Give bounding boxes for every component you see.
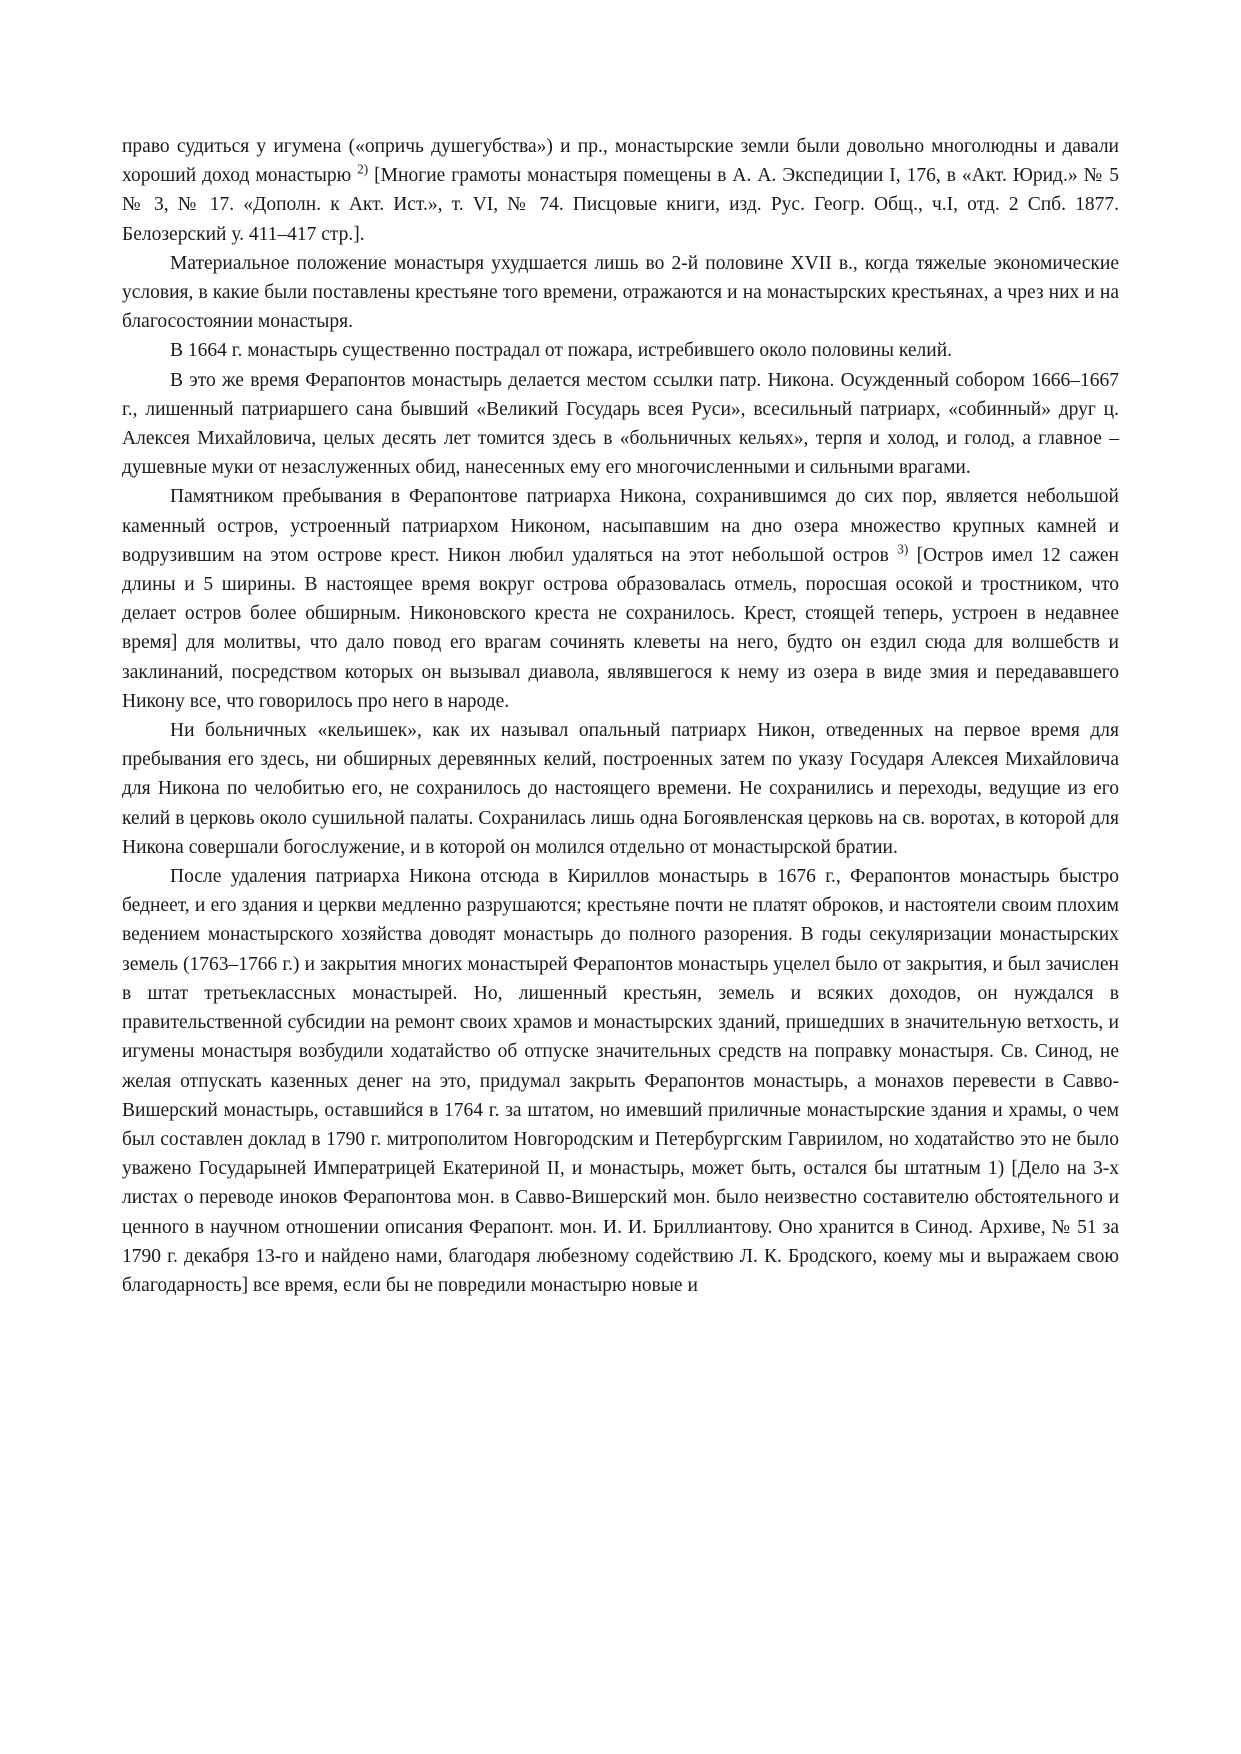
footnote-marker: 3) bbox=[897, 541, 909, 557]
text-run: право судиться у игумена («опричь душегубства») и пр., монастырские земли были довольно многолюдны и давали хороший доход монастырю bbox=[122, 136, 1119, 187]
paragraph bbox=[122, 132, 1119, 249]
text-run: Материальное положение монастыря ухудшается лишь во 2-й половине XVII в., когда тяжелые экономические условия, в какие были поставлены крестьяне того времени, отражаются и на монастырских крестьянах, а чрез них и на благосостоянии монастыря. bbox=[122, 252, 1119, 333]
text-run: Памятником пребывания в Ферапонтове патриарха Никона, сохранившимся до сих пор, является небольшой каменный остров, устроенный патриархом Никоном, насыпавшим на дно озера множество крупных камней и водрузившим на этом острове крест. Никон любил удаляться на этот небольшой остров bbox=[122, 486, 1119, 566]
footnote-marker: 2) bbox=[357, 161, 369, 177]
text-run: В это же время Ферапонтов монастырь делается местом ссылки патр. Никона. Осужденный собором 1666–1667 г., лишенный патриаршего сана бывший «Великий Государь всея Руси», всесильный патриарх, «собинный» друг ц. Алексея Михайловича, целых десять лет томится здесь в «больничных кельях», терпя и холод, и голод, а главное – душевные муки от незаслуженных обид, нанесенных ему его многочисленными и сильными врагами. bbox=[122, 369, 1119, 479]
text-run: Ни больничных «кельишек», как их называл опальный патриарх Никон, отведенных на первое время для пребывания его здесь, ни обширных деревянных келий, построенных затем по указу Государя Алексея Михайловича для Никона по челобитью его, не сохранилось до настоящего времени. Не сохранились и переходы, ведущие из его келий в церковь около сушильной палаты. Сохранилась лишь одна Богоявленская церковь на св. воротах, в которой для Никона совершали богослужение, и в которой он молился отдельно от монастырской братии. bbox=[122, 720, 1119, 858]
text-run: В 1664 г. монастырь существенно пострадал от пожара, истребившего около половины келий. bbox=[170, 340, 953, 362]
paragraph bbox=[122, 482, 1119, 716]
paragraph bbox=[122, 862, 1119, 1300]
document-body bbox=[122, 132, 1119, 1300]
text-run: После удаления патриарха Никона отсюда в Кириллов монастырь в 1676 г., Ферапонтов монастырь быстро беднеет, и его здания и церкви медленно разрушаются; крестьяне почти не платят оброков, и настоятели своим плохим ведением монастырского хозяйства доводят монастырь до полного разорения. В годы секуляризации монастырских земель (1763–1766 г.) и закрытия многих монастырей Ферапонтов монастырь уцелел было от закрытия, и был зачислен в штат третьеклассных монастырей. Но, лишенный крестьян, земель и всяких доходов, он нуждался в правительственной субсидии на ремонт своих храмов и монастырских зданий, пришедших в значительную ветхость, и игумены монастыря возбудили ходатайство об отпуске значительных средств на поправку монастыря. Св. Синод, не желая отпускать казенных денег на это, придумал закрыть Ферапонтов монастырь, а монахов перевести в Савво-Вишерский монастырь, оставшийся в 1764 г. за штатом, но имевший приличные монастырские здания и храмы, о чем был составлен доклад в 1790 г. митрополитом Новгородским и Петербургским Гавриилом, но ходатайство это не было уважено Государыней Императрицей Екатериной II, и монастырь, может быть, остался бы штатным 1) [Дело на 3-х листах о переводе иноков Ферапонтова мон. в Савво-Вишерский мон. было неизвестно составителю обстоятельного и ценного в научном отношении описания Ферапонт. мон. И. И. Бриллиантову. Оно хранится в Синод. Архиве, № 51 за 1790 г. декабря 13-го и найдено нами, благодаря любезному содействию Л. К. Бродского, коему мы и выражаем свою благодарность] все время, если бы не повредили монастырю новые и bbox=[122, 866, 1119, 1296]
text-run: [Многие грамоты монастыря помещены в А. А. Экспедиции I, 176, в «Акт. Юрид.» № 5 № 3, № 17. «Дополн. к Акт. Ист.», т. VI, № 74. Писцовые книги, изд. Рус. Геогр. Общ., ч.I, отд. 2 Спб. 1877. Белозерский у. 411–417 стр.]. bbox=[122, 165, 1119, 245]
paragraph bbox=[122, 336, 1119, 365]
paragraph bbox=[122, 716, 1119, 862]
text-run: [Остров имел 12 сажен длины и 5 ширины. В настоящее время вокруг острова образовалась отмель, поросшая осокой и тростником, что делает остров более обширным. Никоновского креста не сохранилось. Крест, стоящей теперь, устроен в недавнее время] для молитвы, что дало повод его врагам сочинять клеветы на него, будто он ездил сюда для волшебств и заклинаний, посредством которых он вызывал диавола, являвшегося к нему из озера в виде змия и передававшего Никону все, что говорилось про него в народе. bbox=[122, 544, 1119, 712]
paragraph bbox=[122, 366, 1119, 483]
paragraph bbox=[122, 249, 1119, 337]
